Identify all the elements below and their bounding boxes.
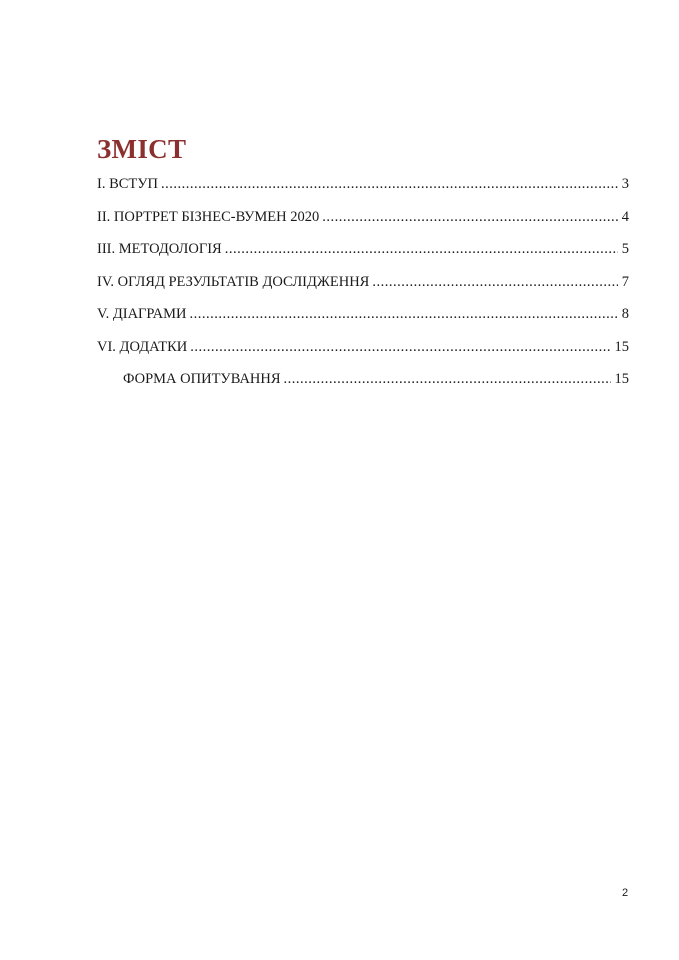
toc-entry-label: VI. ДОДАТКИ xyxy=(97,338,188,355)
toc-entry-intro[interactable] xyxy=(97,176,629,209)
toc-entry-label: I. ВСТУП xyxy=(97,176,159,192)
toc-entry-label: III. МЕТОДОЛОГІЯ xyxy=(97,241,222,257)
toc-entry-page: 15 xyxy=(614,338,629,355)
toc-entry-label: II. ПОРТРЕТ БІЗНЕС-ВУМЕН 2020 xyxy=(97,208,320,225)
toc-dot-leader xyxy=(372,274,617,291)
toc-entry-label: IV. ОГЛЯД РЕЗУЛЬТАТІВ ДОСЛІДЖЕННЯ xyxy=(97,273,370,290)
toc-dot-leader xyxy=(322,209,618,226)
page-number: 2 xyxy=(622,887,629,899)
toc-entry-diagrams[interactable] xyxy=(97,306,629,339)
toc-entry-methodology[interactable] xyxy=(97,241,629,274)
table-of-contents xyxy=(97,176,629,404)
toc-entry-label: ФОРМА ОПИТУВАННЯ xyxy=(123,371,281,387)
toc-entry-page: 7 xyxy=(621,273,629,290)
toc-entry-portrait[interactable] xyxy=(97,209,629,242)
toc-entry-label: V. ДІАГРАМИ xyxy=(97,306,187,322)
toc-dot-leader xyxy=(161,176,618,193)
toc-dot-leader xyxy=(225,241,618,258)
toc-entry-page: 3 xyxy=(621,176,629,192)
toc-dot-leader xyxy=(190,339,610,356)
toc-entry-results[interactable] xyxy=(97,274,629,307)
toc-dot-leader xyxy=(284,371,611,388)
toc-dot-leader xyxy=(189,306,617,323)
page-title: ЗМІСТ xyxy=(97,134,187,164)
toc-entry-page: 15 xyxy=(614,371,629,387)
toc-entry-page: 8 xyxy=(621,306,629,322)
toc-entry-page: 4 xyxy=(621,208,629,225)
toc-entry-survey-form[interactable] xyxy=(97,371,629,404)
toc-entry-appendices[interactable] xyxy=(97,339,629,372)
toc-entry-page: 5 xyxy=(621,241,629,257)
